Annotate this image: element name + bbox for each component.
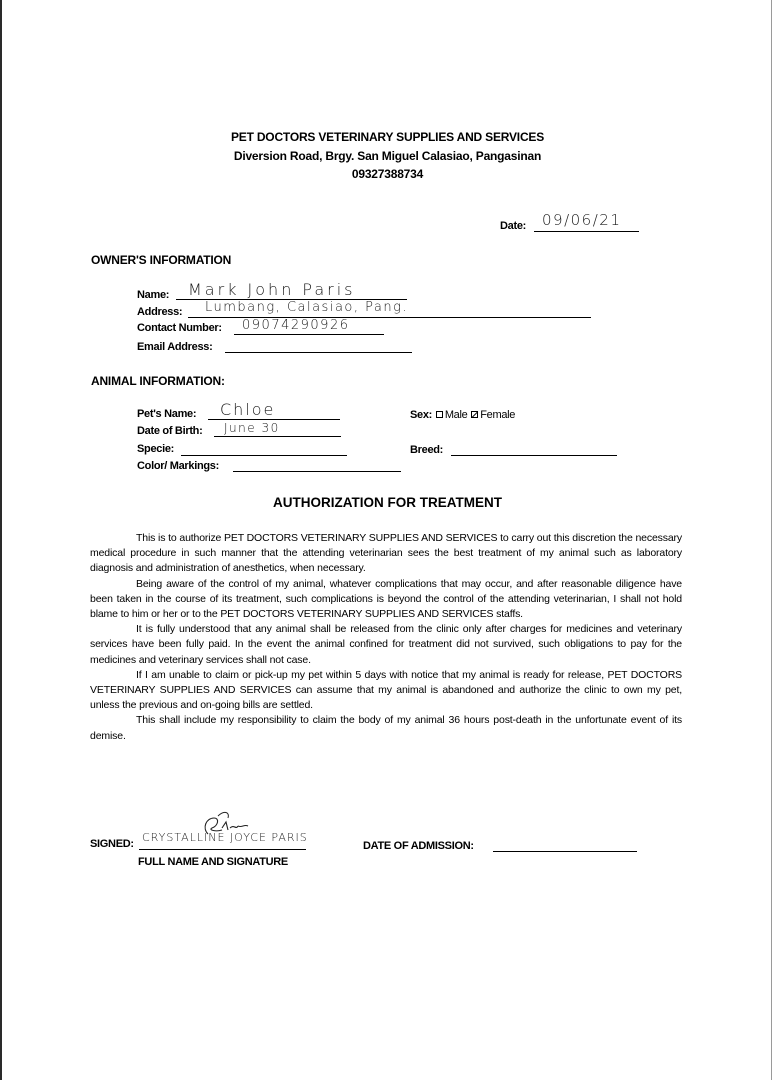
clinic-phone: 09327388734 — [351, 167, 424, 181]
authorization-title: AUTHORIZATION FOR TREATMENT — [273, 495, 502, 510]
admission-date-label: DATE OF ADMISSION: — [363, 840, 474, 852]
signature-caption: FULL NAME AND SIGNATURE — [138, 856, 288, 868]
pet-name-label: Pet's Name: — [137, 408, 197, 420]
specie-line — [181, 455, 347, 456]
color-markings-line — [233, 471, 401, 472]
owner-name-label: Name: — [137, 289, 170, 301]
signed-label: SIGNED: — [90, 838, 134, 850]
owner-contact-field[interactable]: 09074290926 — [242, 318, 350, 333]
authorization-paragraph: If I am unable to claim or pick-up my pet within 5 days with notice that my animal is ready for release, PET DOCTORS VETERINARY SUPPLIES AND SERVICES can assume that my animal is abandoned and authorize the clinic to own my pet, unless the previous and on-going bills are settled. — [90, 668, 682, 712]
owner-contact-label: Contact Number: — [137, 322, 222, 334]
sex-female-checkbox[interactable] — [471, 411, 478, 418]
date-label: Date: — [500, 220, 527, 232]
owner-name-field[interactable]: Mark John Paris — [188, 280, 356, 299]
dob-field[interactable]: June 30 — [224, 421, 280, 435]
authorization-paragraph: It is fully understood that any animal shall be released from the clinic only after charges for medicines and veterinary services have been fully paid. In the event the animal confined for treatment did not survived, such obligations to pay for the medicines and veterinary services shall not case. — [90, 623, 682, 666]
owner-section-title: OWNER'S INFORMATION — [91, 253, 232, 267]
sex-female-label: Female — [480, 409, 516, 421]
specie-label: Specie: — [137, 443, 175, 455]
dob-line — [214, 436, 341, 437]
signed-name-field[interactable]: CRYSTALLINE JOYCE PARIS — [142, 831, 308, 844]
dob-label: Date of Birth: — [137, 425, 203, 437]
owner-address-label: Address: — [137, 306, 183, 318]
date-line — [534, 231, 639, 232]
authorization-paragraph: This shall include my responsibility to claim the body of my animal 36 hours post-death in the unfortunate event of its demise. — [90, 714, 682, 742]
pet-name-field[interactable]: Chloe — [220, 400, 276, 419]
animal-section-title: ANIMAL INFORMATION: — [91, 374, 225, 388]
owner-contact-line — [234, 334, 384, 335]
authorization-paragraph: Being aware of the control of my animal, whatever complications that may occur, and after reasonable diligence have been taken in the course of its treatment, such complications is beyond the control of the attending veterinarian, I shall not hold blame to him or her or to the PET DOCTORS VETERINARY SUPPLIES AND SERVICES staffs. — [90, 577, 682, 621]
date-value[interactable]: 09/06/21 — [542, 211, 622, 229]
sex-label: Sex: — [410, 409, 433, 421]
clinic-name: PET DOCTORS VETERINARY SUPPLIES AND SERVICES — [230, 130, 545, 144]
authorization-paragraph: This is to authorize PET DOCTORS VETERINARY SUPPLIES AND SERVICES to carry out this discretion the necessary medical procedure in such manner that the attending veterinarian sees the best treatment of my animal such as laboratory diagnosis and administration of anesthetics, when necessary. — [90, 532, 682, 575]
signed-line — [139, 849, 306, 850]
owner-address-field[interactable]: Lumbang, Calasiao, Pang. — [205, 300, 409, 315]
clinic-address: Diversion Road, Brgy. San Miguel Calasiao, Pangasinan — [233, 149, 542, 163]
breed-line — [451, 455, 617, 456]
color-markings-label: Color/ Markings: — [137, 460, 219, 472]
sex-male-label: Male — [444, 409, 468, 421]
sex-male-checkbox[interactable] — [436, 411, 443, 418]
pet-name-line — [208, 419, 340, 420]
breed-label: Breed: — [410, 444, 444, 456]
owner-email-label: Email Address: — [137, 341, 213, 353]
sex-row — [410, 409, 515, 421]
authorization-body — [90, 531, 682, 744]
admission-date-line — [493, 851, 637, 852]
owner-email-line — [225, 352, 412, 353]
